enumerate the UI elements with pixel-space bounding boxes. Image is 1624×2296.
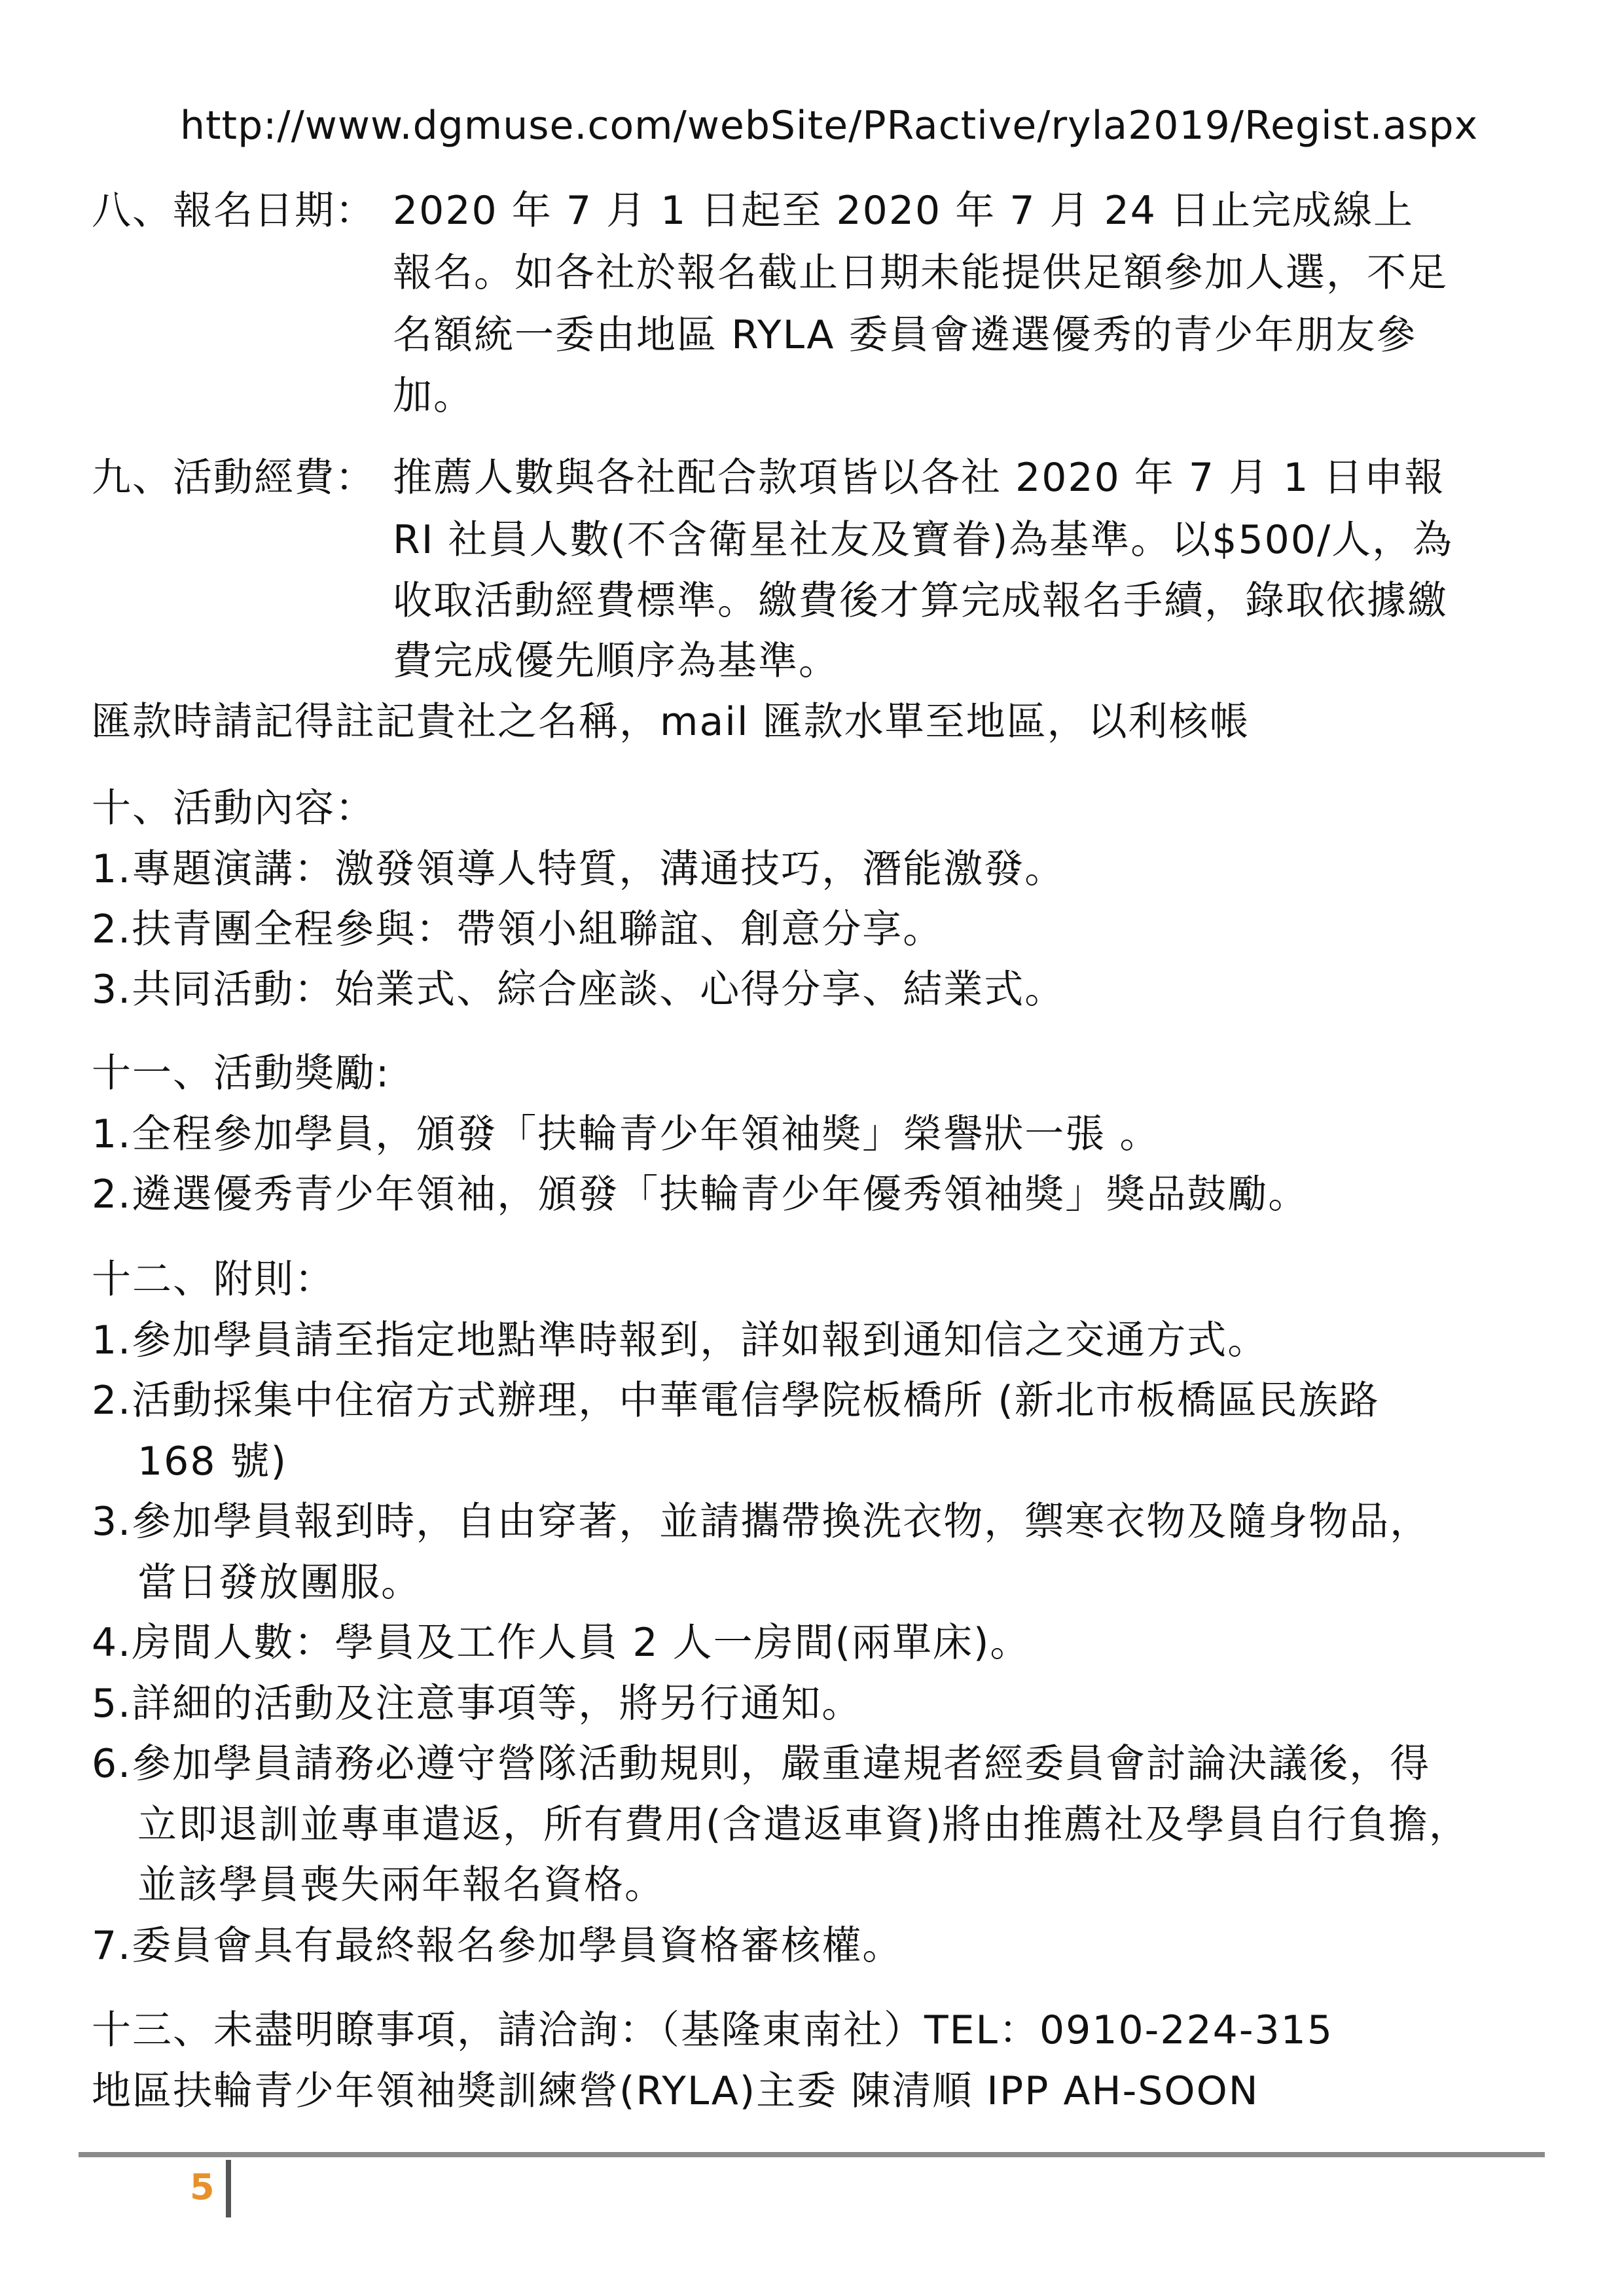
section12-item: 2.活動採集中住宿方式辦理，中華電信學院板橋所 (新北市板橋區民族路 — [92, 1378, 1380, 1424]
section9-line: RI 社員人數(不含衛星社友及寶眷)為基準。以$500/人，為 — [393, 517, 1454, 563]
section12-item-continuation: 立即退訓並專車遣返，所有費用(含遣返車資)將由推薦社及學員自行負擔， — [137, 1802, 1470, 1848]
section12-item: 6.參加學員請務必遵守營隊活動規則，嚴重違規者經委員會討論決議後，得 — [92, 1741, 1431, 1787]
section10-heading: 十、活動內容： — [92, 785, 376, 831]
section8-line: 名額統一委由地區 RYLA 委員會遴選優秀的青少年朋友參 — [393, 312, 1417, 358]
section9-label: 九、活動經費： — [92, 455, 376, 501]
section8-line: 報名。如各社於報名截止日期未能提供足額參加人選，不足 — [393, 250, 1448, 296]
section13-contact: 十三、未盡明瞭事項，請洽詢：（基隆東南社）TEL：0910-224-315 — [92, 2007, 1334, 2053]
section8-line: 2020 年 7 月 1 日起至 2020 年 7 月 24 日止完成線上 — [393, 188, 1415, 234]
section11-heading: 十一、活動獎勵: — [92, 1050, 391, 1096]
section13-chair: 地區扶輪青少年領袖獎訓練營(RYLA)主委 陳清順 IPP AH-SOON — [92, 2068, 1259, 2114]
footer-divider — [79, 2152, 1545, 2157]
section12-item-continuation: 並該學員喪失兩年報名資格。 — [137, 1862, 665, 1908]
footer-vertical-bar — [226, 2160, 231, 2217]
section8-label: 八、報名日期： — [92, 188, 376, 234]
section12-item: 4.房間人數：學員及工作人員 2 人一房間(兩單床)。 — [92, 1620, 1031, 1666]
section12-item: 3.參加學員報到時，自由穿著，並請攜帶換洗衣物，禦寒衣物及隨身物品， — [92, 1499, 1431, 1545]
page-number: 5 — [190, 2166, 215, 2208]
section12-item: 5.詳細的活動及注意事項等，將另行通知。 — [92, 1681, 863, 1727]
section8-line: 加。 — [393, 373, 474, 419]
section10-item: 2.扶青團全程參與：帶領小組聯誼、創意分享。 — [92, 906, 944, 952]
section11-item: 1.全程參加學員，頒發「扶輪青少年領袖獎」榮譽狀一張 。 — [92, 1111, 1161, 1157]
section9-line: 推薦人數與各社配合款項皆以各社 2020 年 7 月 1 日申報 — [393, 455, 1445, 501]
section9-line: 收取活動經費標準。繳費後才算完成報名手續，錄取依據繳 — [393, 578, 1448, 624]
section11-item: 2.遴選優秀青少年領袖，頒發「扶輪青少年優秀領袖獎」獎品鼓勵。 — [92, 1172, 1309, 1217]
registration-url[interactable]: http://www.dgmuse.com/webSite/PRactive/ryla2019/Regist.aspx — [180, 103, 1479, 149]
section9-note: 匯款時請記得註記貴社之名稱，mail 匯款水單至地區，以利核帳 — [92, 699, 1250, 745]
section12-heading: 十二、附則： — [92, 1257, 335, 1302]
section10-item: 1.專題演講：激發領導人特質，溝通技巧，潛能激發。 — [92, 846, 1066, 892]
section12-item-continuation: 168 號) — [137, 1439, 288, 1484]
section12-item: 1.參加學員請至指定地點準時報到，詳如報到通知信之交通方式。 — [92, 1318, 1269, 1363]
section10-item: 3.共同活動：始業式、綜合座談、心得分享、結業式。 — [92, 967, 1066, 1013]
section12-item-continuation: 當日發放團服。 — [137, 1560, 422, 1605]
section12-item: 7.委員會具有最終報名參加學員資格審核權。 — [92, 1923, 903, 1969]
section9-line: 費完成優先順序為基準。 — [393, 638, 839, 684]
